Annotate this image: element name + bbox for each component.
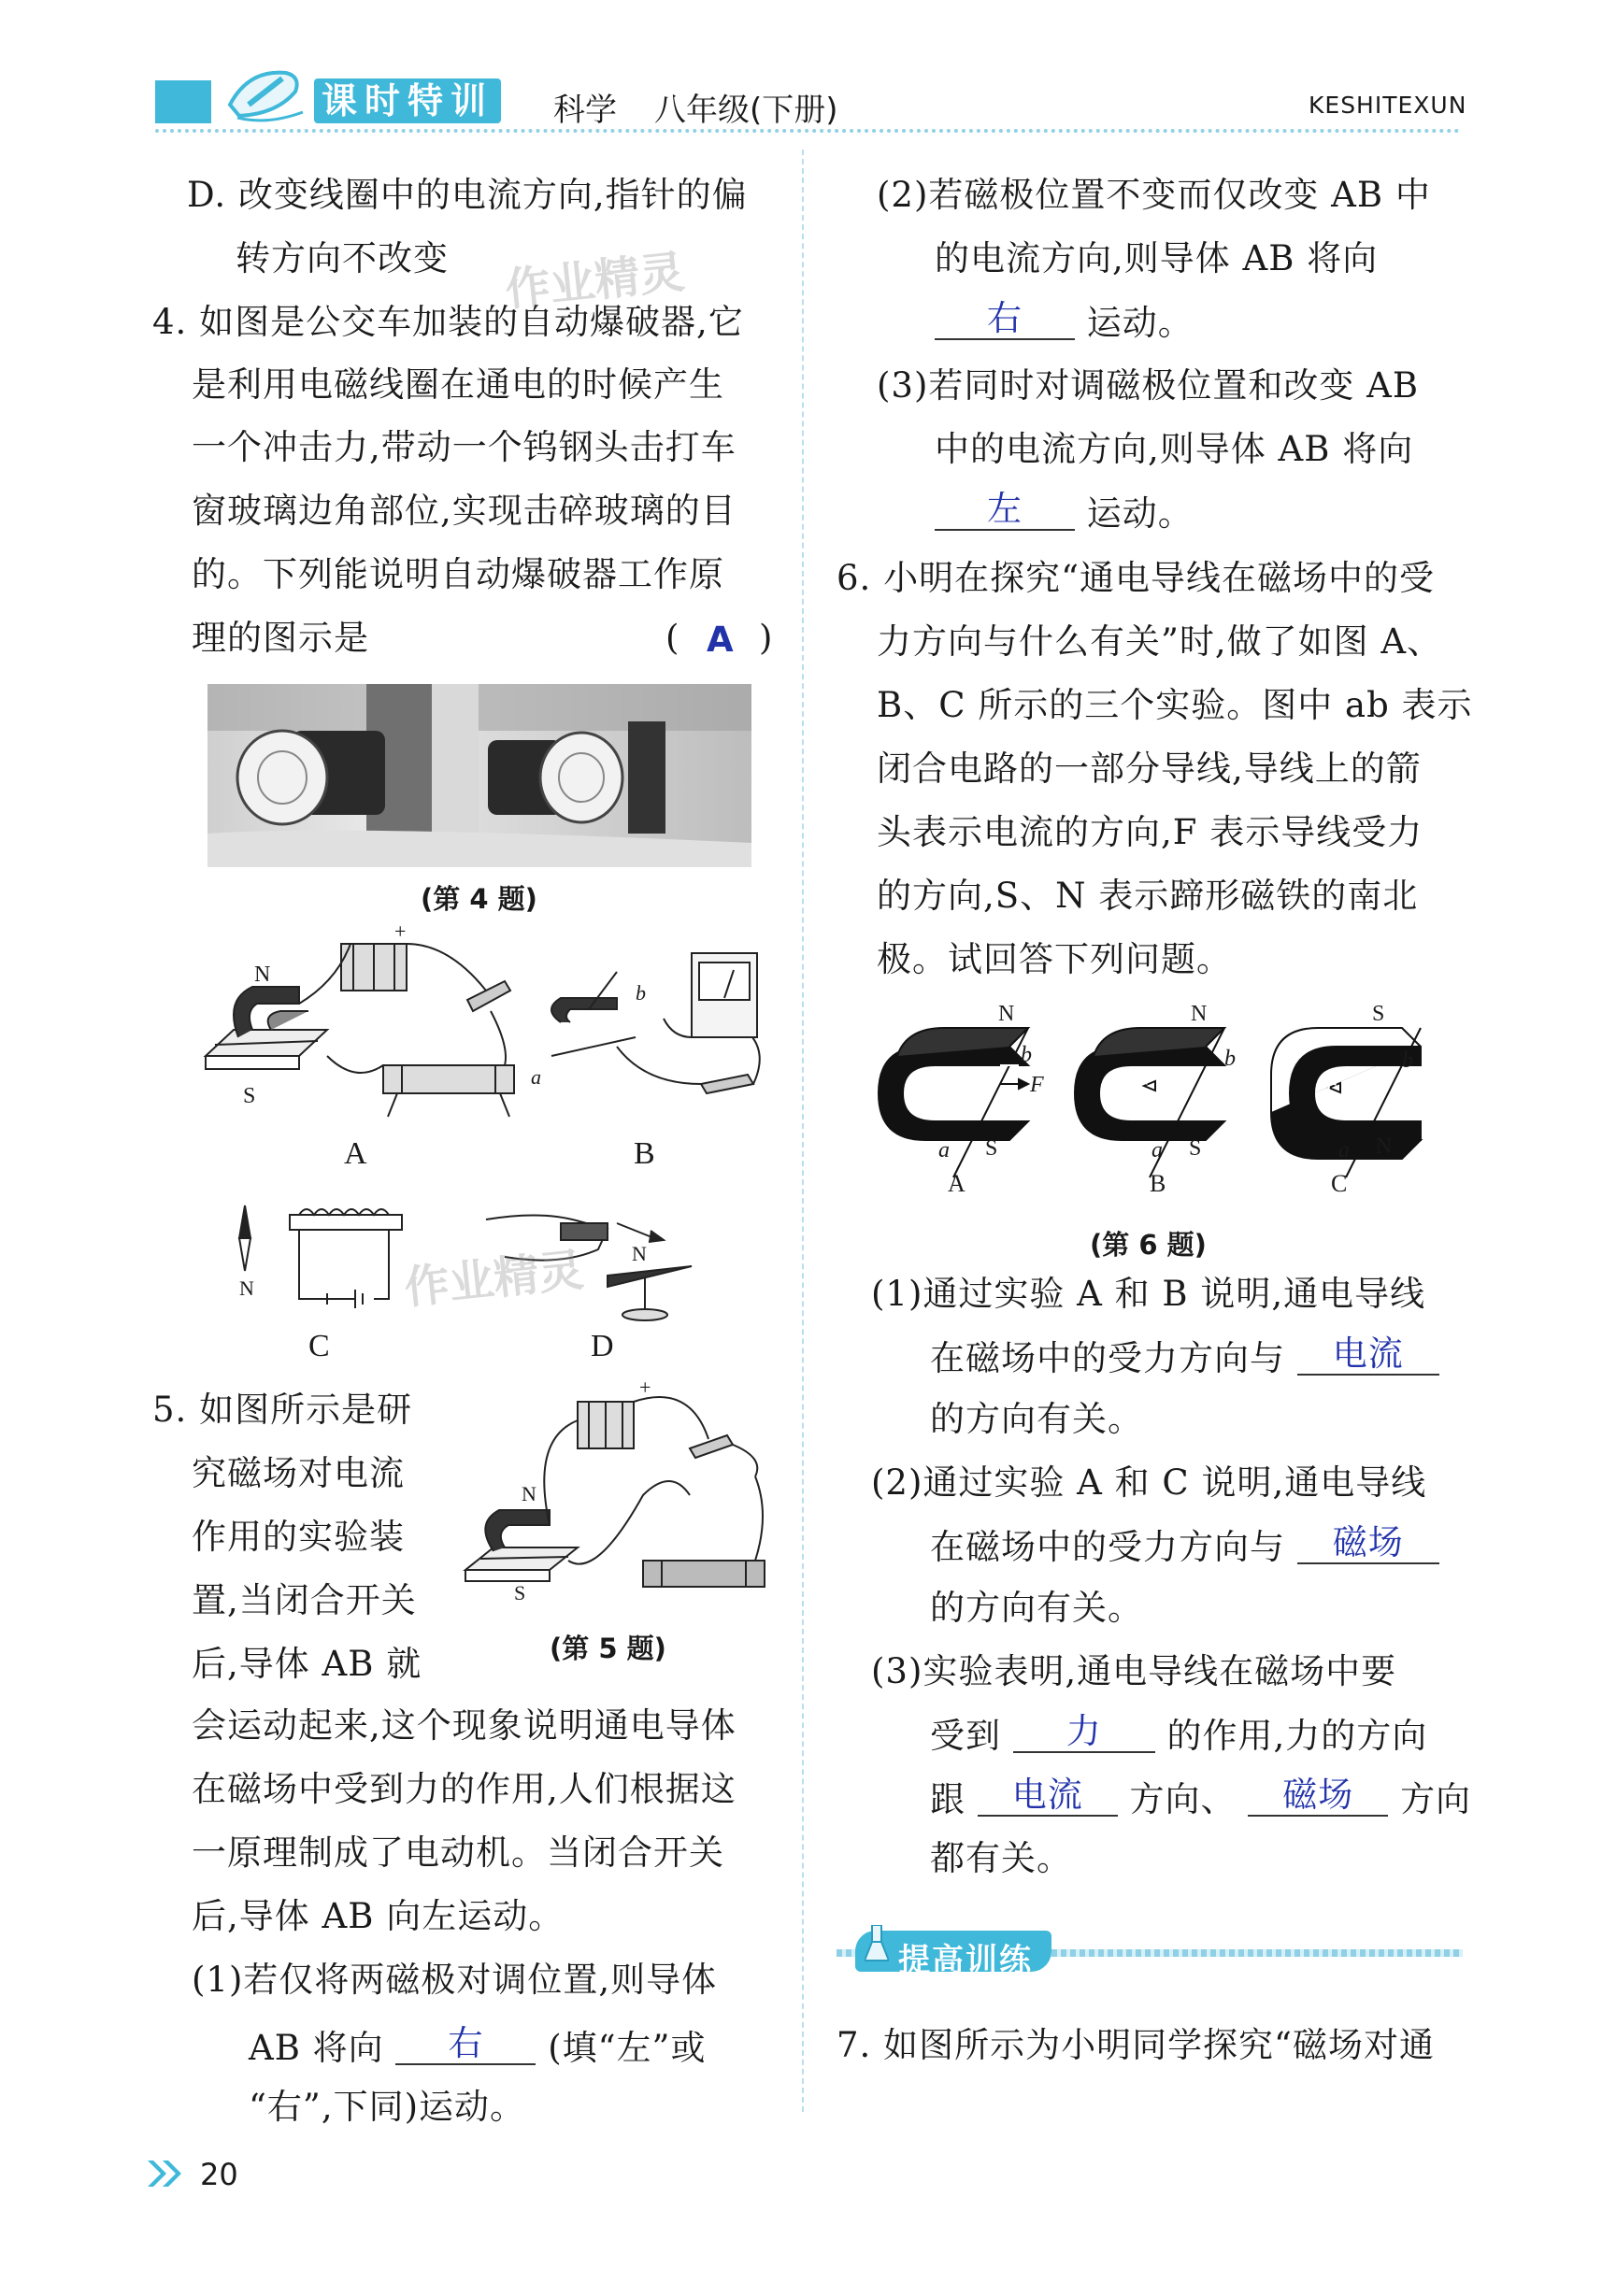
q6-sub2-answer: 磁场 xyxy=(1332,1522,1404,1562)
option-a-label: A xyxy=(344,1136,367,1171)
section-banner xyxy=(837,1925,1463,1977)
horseshoe-magnet-a-icon xyxy=(869,1009,1056,1196)
q6-sub3-blank2 xyxy=(978,1777,1118,1817)
q5-side-line: 作用的实验装 xyxy=(192,1517,405,1557)
q6-sub1-line1: (1)通过实验 A 和 B 说明,通电导线 xyxy=(871,1274,1426,1314)
q6-line: B、C 所示的三个实验。图中 ab 表示 xyxy=(877,685,1473,725)
q4-line: 4. 如图是公交车加装的自动爆破器,它 xyxy=(152,302,744,342)
q6-sub2-line2 xyxy=(930,1522,1439,1567)
q5-sub2-line2: 的电流方向,则导体 AB 将向 xyxy=(935,238,1379,278)
q7-line1: 7. 如图所示为小明同学探究“磁场对通 xyxy=(837,2025,1435,2065)
q4-line: 是利用电磁线圈在通电的时候产生 xyxy=(192,364,724,405)
header-subject: 科学 xyxy=(553,92,617,129)
page-number: 20 xyxy=(200,2157,238,2192)
q5-sub3-line2: 中的电流方向,则导体 AB 将向 xyxy=(935,429,1414,469)
motor-circuit-icon xyxy=(187,925,523,1131)
fig5-label-s: S xyxy=(514,1581,526,1604)
q5-sub1-line2 xyxy=(249,2023,707,2068)
fig6b-label-a: a xyxy=(1151,1138,1163,1162)
q6-sub3-mid: 的作用,力的方向 xyxy=(1166,1716,1428,1756)
q4-line: 窗玻璃边角部位,实现击碎玻璃的目 xyxy=(192,491,737,531)
flask-icon xyxy=(865,1925,889,1962)
option-a-circuit-diagram xyxy=(187,920,523,1131)
fig6-magnet-b xyxy=(1066,1002,1252,1197)
fig6c-label-s: S xyxy=(1372,1002,1385,1026)
q5-sub2-line1: (2)若磁极位置不变而仅改变 AB 中 xyxy=(877,175,1431,215)
q6-sub3-answer1: 力 xyxy=(1066,1711,1102,1751)
fig6a-label-b: b xyxy=(1021,1043,1032,1067)
q6-sub2-blank xyxy=(1297,1522,1439,1564)
q5-line: 后,导体 AB 向左运动。 xyxy=(192,1896,565,1936)
option-c-label: C xyxy=(308,1329,330,1363)
q6-sub1-line3: 的方向有关。 xyxy=(930,1399,1143,1439)
q5-line: 一原理制成了电动机。当闭合开关 xyxy=(192,1833,724,1873)
q6-line: 闭合电路的一部分导线,导线上的箭 xyxy=(877,749,1422,789)
q6-sub3-answer3: 磁场 xyxy=(1282,1775,1354,1815)
q4-line: 一个冲击力,带动一个钨钢头击打车 xyxy=(192,427,737,467)
header-grade: 八年级(下册) xyxy=(654,92,838,129)
q5-sub2-suffix: 运动。 xyxy=(1086,303,1194,343)
fig5-caption: (第 5 题) xyxy=(550,1633,666,1664)
q6-sub3-blank1 xyxy=(1013,1711,1155,1753)
fig6a-label-s: S xyxy=(985,1136,998,1161)
q3-option-d-line1: D. 改变线圈中的电流方向,指针的偏 xyxy=(187,175,748,215)
q4-paren-open: ( xyxy=(665,618,680,658)
q6-sub3-line1: (3)实验表明,通电导线在磁场中要 xyxy=(871,1651,1397,1691)
q5-sub3-suffix: 运动。 xyxy=(1086,493,1194,534)
q6-sub1-answer: 电流 xyxy=(1332,1333,1404,1374)
q5-sub1-line1: (1)若仅将两磁极对调位置,则导体 xyxy=(192,1960,718,2000)
q5-side-line: 5. 如图所示是研 xyxy=(152,1390,413,1430)
q5-line: 会运动起来,这个现象说明通电导体 xyxy=(192,1705,737,1746)
q4-line: 的。下列能说明自动爆破器工作原 xyxy=(192,554,724,594)
header-block xyxy=(155,80,211,123)
q4-paren-close: ) xyxy=(759,618,774,658)
q6-sub3-blank3 xyxy=(1248,1777,1388,1817)
q6-line: 力方向与什么有关”时,做了如图 A、 xyxy=(877,621,1443,662)
q4-line: 理的图示是 xyxy=(192,618,369,658)
q6-sub3-line4: 都有关。 xyxy=(930,1838,1072,1878)
fig6-magnet-a xyxy=(869,1002,1056,1197)
option-b-label-a: a xyxy=(531,1065,541,1089)
fig6c-label: C xyxy=(1331,1170,1348,1197)
option-d-label-n: N xyxy=(632,1242,647,1265)
q5-sub3-answer: 左 xyxy=(987,489,1023,529)
fig6-magnet-c xyxy=(1262,1002,1449,1197)
q5-sub3-line3 xyxy=(935,489,1194,534)
q6-line: 的方向,S、N 表示蹄形磁铁的南北 xyxy=(877,876,1419,916)
q6-sub3-post: 方向 xyxy=(1400,1779,1472,1819)
pen-logo-icon xyxy=(221,60,310,127)
option-a-label-plus: + xyxy=(394,920,407,943)
horseshoe-magnet-c-icon xyxy=(1262,1009,1449,1196)
q5-sub1-line3: “右”,下同)运动。 xyxy=(249,2087,526,2127)
fig6b-label-n: N xyxy=(1191,1002,1208,1026)
q6-sub1-blank xyxy=(1297,1333,1439,1376)
watermark: 作业精灵 xyxy=(402,1244,586,1315)
option-b-generator-diagram xyxy=(533,944,766,1131)
brand-text: 课时特训 xyxy=(314,78,501,123)
q6-sub2-line1: (2)通过实验 A 和 C 说明,通电导线 xyxy=(871,1462,1427,1503)
fig5-motor-setup-diagram xyxy=(456,1376,774,1604)
option-c-label-n: N xyxy=(239,1276,254,1300)
fig6-caption: (第 6 题) xyxy=(1090,1229,1207,1261)
fig6a-label-n: N xyxy=(998,1002,1015,1026)
electromagnet-compass-icon xyxy=(234,1196,421,1327)
watermark: 作业精灵 xyxy=(503,246,687,317)
q5-line: 在磁场中受到力的作用,人们根据这 xyxy=(192,1769,737,1809)
fig6c-label-f: F xyxy=(1325,1073,1339,1097)
q6-sub3-line3 xyxy=(930,1777,1471,1817)
horseshoe-magnet-b-icon xyxy=(1066,1009,1252,1196)
fig6a-label-a: a xyxy=(938,1138,950,1162)
fig6b-label: B xyxy=(1150,1170,1166,1197)
section-title: 提高训练 xyxy=(898,1942,1033,1979)
header-logo xyxy=(221,60,310,127)
q5-side-line: 究磁场对电流 xyxy=(192,1453,405,1493)
q6-sub3-line2 xyxy=(930,1711,1428,1756)
option-a-label-n: N xyxy=(254,963,271,987)
q6-line: 6. 小明在探究“通电导线在磁场中的受 xyxy=(837,558,1435,598)
q6-line: 极。试回答下列问题。 xyxy=(877,939,1232,979)
fig5-label-plus: + xyxy=(639,1376,651,1399)
motor-setup-icon xyxy=(456,1383,774,1598)
q5-sub3-blank xyxy=(935,489,1075,531)
q6-sub3-answer2: 电流 xyxy=(1011,1775,1083,1815)
q6-sub1-prefix: 在磁场中的受力方向与 xyxy=(930,1338,1285,1378)
q5-sub3-line1: (3)若同时对调磁极位置和改变 AB xyxy=(877,365,1420,406)
fig5-label-n: N xyxy=(522,1482,536,1505)
fig6c-label-a: a xyxy=(1338,1138,1350,1162)
page-arrow-icon xyxy=(148,2159,185,2189)
q6-sub1-line2 xyxy=(930,1333,1439,1378)
fig4-caption: (第 4 题) xyxy=(421,883,537,915)
option-b-label-b: b xyxy=(636,981,646,1005)
q5-sub1-blank xyxy=(395,2023,536,2065)
photo-bus-breaker xyxy=(207,684,751,867)
q5-sub2-line3 xyxy=(935,298,1194,343)
q5-sub1-answer: 右 xyxy=(448,2023,484,2063)
q6-sub2-prefix: 在磁场中的受力方向与 xyxy=(930,1527,1285,1567)
q5-side-line: 置,当闭合开关 xyxy=(192,1580,417,1620)
q6-sub3-mid2: 方向、 xyxy=(1129,1779,1237,1819)
fig6b-label-s: S xyxy=(1189,1136,1202,1161)
q6-sub3-gen: 跟 xyxy=(930,1779,965,1819)
q3-option-d-line2: 转方向不改变 xyxy=(236,238,449,278)
fig6a-label-f: F xyxy=(1030,1073,1044,1097)
q5-sub1-prefix: AB 将向 xyxy=(249,2028,384,2068)
q6-sub2-line3: 的方向有关。 xyxy=(930,1588,1143,1628)
header-pinyin: KESHITEXUN xyxy=(1309,92,1467,119)
header-dotted-rule xyxy=(155,129,1460,133)
q6-line: 头表示电流的方向,F 表示导线受力 xyxy=(877,812,1423,852)
q5-sub1-suffix: (填“左”或 xyxy=(548,2028,707,2068)
q5-side-line: 后,导体 AB 就 xyxy=(192,1644,422,1684)
column-divider xyxy=(802,150,804,2112)
option-a-label-s: S xyxy=(243,1084,256,1108)
fig6a-label: A xyxy=(948,1170,965,1197)
q6-sub3-prefix: 受到 xyxy=(930,1716,1001,1756)
q4-answer: A xyxy=(707,620,735,660)
q5-sub2-answer: 右 xyxy=(987,298,1023,338)
option-b-label: B xyxy=(634,1136,655,1171)
q5-sub2-blank xyxy=(935,298,1075,340)
generator-circuit-icon xyxy=(533,944,766,1131)
fig6b-label-f: F xyxy=(1137,1071,1151,1095)
fig6c-label-b: b xyxy=(1402,1048,1413,1073)
fig6b-label-b: b xyxy=(1224,1047,1236,1071)
fig6c-label-n: N xyxy=(1376,1134,1393,1159)
breaker-photo-image xyxy=(207,684,751,867)
option-d-label: D xyxy=(591,1329,614,1363)
brand-title xyxy=(314,78,501,123)
option-c-electromagnet-diagram xyxy=(234,1196,421,1327)
